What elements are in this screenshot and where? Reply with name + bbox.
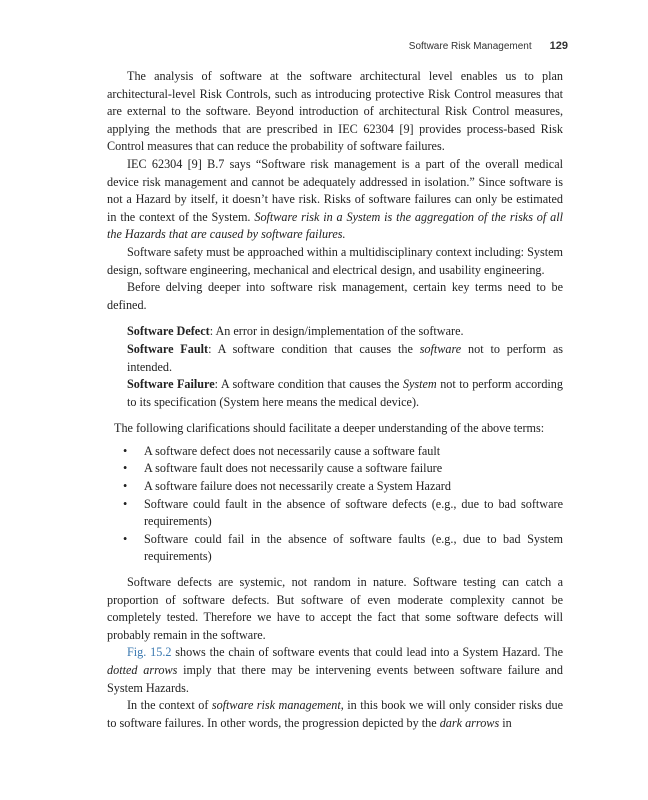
list-item <box>123 460 563 478</box>
bullet-icon: • <box>123 443 128 458</box>
definition-defect-term: Software Defect <box>127 324 210 339</box>
list-item-text: A software defect does not necessarily cause a software fault <box>144 443 441 458</box>
definition-failure <box>127 376 563 411</box>
paragraph-systemic-defects: Software defects are systemic, not random in nature. Software testing can catch a proportion of software defects. But software of even moderate complexity cannot be completely tested. Therefore we have to accept the fact that some software defects will probably remain in the software. <box>107 575 563 642</box>
definition-fault-post: not to perform as intended. <box>127 341 563 374</box>
list-item <box>123 478 563 496</box>
fig-text-2: imply that there may be intervening events between software failure and System Hazards. <box>107 663 563 695</box>
bullet-icon: • <box>123 479 128 494</box>
figure-link[interactable]: Fig. 15.2 <box>127 645 172 660</box>
running-title: Software Risk Management <box>408 41 532 52</box>
list-item-text: Software could fault in the absence of software defects (e.g., due to bad software requirements) <box>144 496 563 529</box>
definition-fault <box>127 341 563 376</box>
bullet-icon: • <box>123 496 128 511</box>
paragraph-key-terms: Before delving deeper into software risk management, certain key terms need to be defined. <box>107 280 563 312</box>
definition-failure-post: not to perform according to its specification (System here means the medical device). <box>127 377 563 409</box>
context-italic-1: software risk management <box>211 698 341 713</box>
clarifications-list <box>107 443 563 566</box>
paragraph-fig-reference <box>107 644 563 697</box>
definition-failure-pre: : A software condition that causes the <box>214 377 403 392</box>
context-text-1: In the context of <box>127 698 212 713</box>
page-number: 129 <box>549 40 568 52</box>
list-item <box>123 443 563 461</box>
paragraph-iec62304-italic: Software risk in a System is the aggregation of the risks of all the Hazards that are caused by software failures. <box>107 209 564 242</box>
paragraph-multidisciplinary: Software safety must be approached within a multidisciplinary context including: System design, software engineering, mechanical and electrical design, and usability engineering. <box>107 244 563 277</box>
running-header <box>409 40 568 52</box>
page-body <box>107 68 563 732</box>
definitions <box>127 323 563 411</box>
list-item <box>123 496 563 531</box>
paragraph-iec62304-text: IEC 62304 [9] B.7 says “Software risk management is a part of the overall medical device risk management and cannot be adequately addressed in isolation.” Since software is not a Hazard by itself, it doesn’t have risk. Risks of software failures can only be estimated in the context of the System. <box>107 156 563 224</box>
definition-failure-term: Software Failure <box>127 377 215 392</box>
definition-defect <box>127 323 563 341</box>
paragraph-context <box>107 697 563 732</box>
paragraph-iec62304 <box>107 156 563 244</box>
list-item-text: A software failure does not necessarily create a System Hazard <box>144 479 451 494</box>
context-text-3: in <box>499 715 512 730</box>
clarifications-intro: The following clarifications should facilitate a deeper understanding of the above terms: <box>114 421 545 436</box>
bullet-icon: • <box>123 461 128 476</box>
list-item-text: Software could fail in the absence of software faults (e.g., due to bad System requirements) <box>144 531 563 564</box>
definition-fault-italic: software <box>419 341 462 356</box>
list-item-text: A software fault does not necessarily cause a software failure <box>144 461 443 476</box>
definition-fault-term: Software Fault <box>127 341 209 356</box>
bullet-icon: • <box>123 531 128 546</box>
paragraph-architecture: The analysis of software at the software architectural level enables us to plan architectural-level Risk Controls, such as introducing protective Risk Control measures that are external to the software. Beyond introduction of architectural Risk Control measures, applying the methods that are prescribed in IEC 62304 [9] provides process-based Risk Control measures that can reduce the probability of software failures. <box>107 69 563 154</box>
fig-italic-1: dotted arrows <box>107 663 178 677</box>
definition-failure-italic: System <box>402 377 437 392</box>
context-text-2: , in this book we will only consider risks due to software failures. In other words, the progression depicted by the <box>107 698 563 730</box>
list-item <box>123 531 563 566</box>
definition-defect-text: : An error in design/implementation of the software. <box>209 324 464 339</box>
definition-fault-pre: : A software condition that causes the <box>208 341 420 356</box>
context-italic-2: dark arrows <box>439 715 500 730</box>
fig-text-1: shows the chain of software events that could lead into a System Hazard. The <box>171 645 563 660</box>
